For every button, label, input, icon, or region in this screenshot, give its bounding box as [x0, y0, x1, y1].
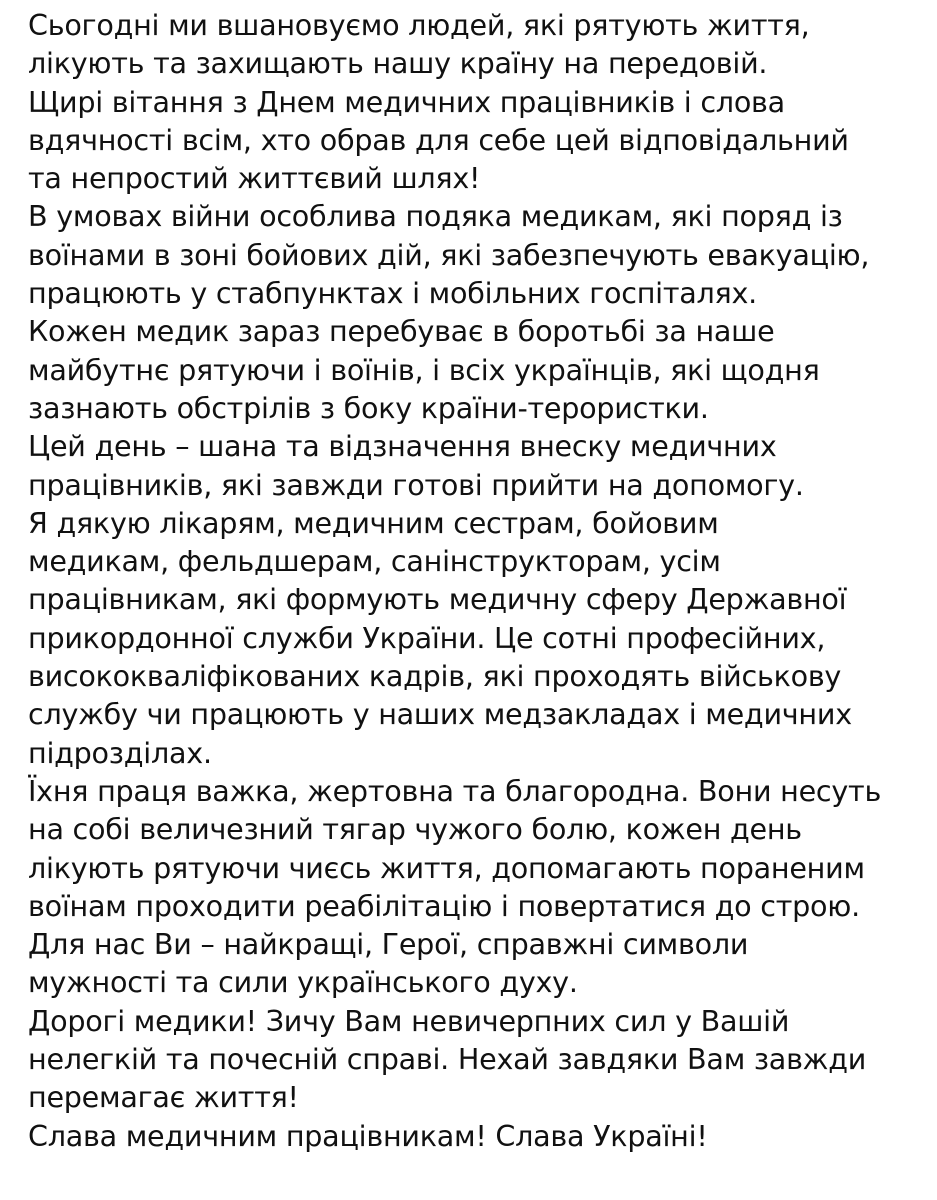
text-line: мужності та сили українського духу. — [28, 965, 578, 1000]
text-line: Цей день – шана та відзначення внеску медичних — [28, 429, 777, 464]
text-line: Для нас Ви – найкращі, Герої, справжні символи — [28, 927, 749, 962]
text-line: Дорогі медики! Зичу Вам невичерпних сил у Вашій — [28, 1003, 790, 1038]
post-body-text — [28, 6, 927, 1155]
text-line: Я дякую лікарям, медичним сестрам, бойовим — [28, 505, 719, 540]
text-line: працівників, які завжди готові прийти на допомогу. — [28, 467, 804, 502]
text-line: вдячності всім, хто обрав для себе цей відповідальний — [28, 122, 849, 157]
text-line: лікують рятуючи чиєсь життя, допомагають пораненим — [28, 850, 865, 885]
text-line: Їхня праця важка, жертовна та благородна. Вони несуть — [28, 773, 882, 808]
text-line: зазнають обстрілів з боку країни-терористки. — [28, 390, 709, 425]
text-line: висококваліфікованих кадрів, які проходять військову — [28, 659, 842, 694]
text-line: Слава медичним працівникам! Слава Україні! — [28, 1118, 708, 1153]
text-line: прикордонної служби України. Це сотні професійних, — [28, 620, 826, 655]
text-line: нелегкій та почесній справі. Нехай завдяки Вам завжди — [28, 1042, 867, 1077]
text-line: працюють у стабпунктах і мобільних госпіталях. — [28, 276, 758, 311]
text-line: Сьогодні ми вшановуємо людей, які рятують життя, — [28, 8, 810, 42]
text-line: на собі величезний тягар чужого болю, кожен день — [28, 812, 802, 847]
text-line: перемагає життя! — [28, 1080, 299, 1115]
text-line: та непростий життєвий шлях! — [28, 161, 481, 196]
text-line: воїнами в зоні бойових дій, які забезпечують евакуацію, — [28, 237, 870, 272]
text-line: В умовах війни особлива подяка медикам, які поряд із — [28, 199, 843, 234]
text-line: працівникам, які формують медичну сферу Державної — [28, 582, 847, 617]
text-line: майбутнє рятуючи і воїнів, і всіх українців, які щодня — [28, 352, 820, 387]
text-line: службу чи працюють у наших медзакладах і медичних — [28, 697, 852, 732]
text-line: лікують та захищають нашу країну на передовій. — [28, 46, 768, 81]
text-line: воїнам проходити реабілітацію і повертатися до строю. — [28, 888, 860, 923]
text-line: підрозділах. — [28, 735, 212, 770]
text-line: Щирі вітання з Днем медичних працівників і слова — [28, 84, 785, 119]
text-line: Кожен медик зараз перебуває в боротьбі за наше — [28, 314, 775, 349]
text-line: медикам, фельдшерам, санінструкторам, усім — [28, 544, 721, 579]
